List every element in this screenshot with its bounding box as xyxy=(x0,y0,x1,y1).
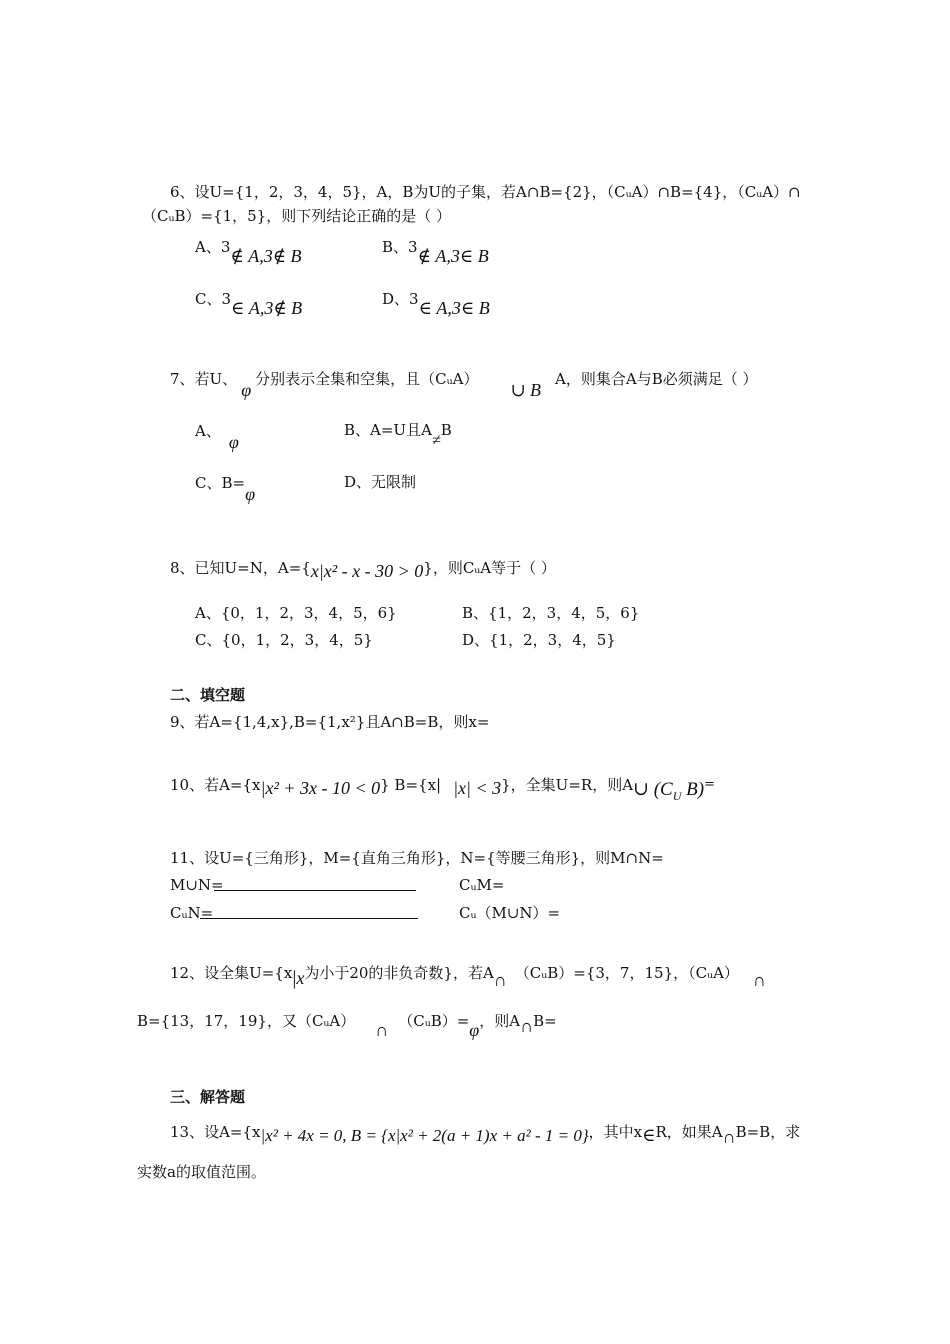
section-answer-heading: 三、解答题 xyxy=(170,1088,246,1106)
q11-cum: CᵤM= xyxy=(459,876,505,894)
q13-line2: 实数a的取值范围。 xyxy=(137,1163,266,1181)
q10-mid: } B={x| xyxy=(380,776,442,794)
q8-option-d: D、{1，2，3，4，5} xyxy=(462,631,616,649)
q11-mun: M∪N= xyxy=(170,876,224,894)
q13-prefix: 13、设A={x xyxy=(170,1123,261,1141)
q11-cun-blank xyxy=(200,918,418,919)
q12-line2b: （CᵤB）= xyxy=(398,1012,470,1030)
q6-option-b-math: ∉ A,3∈ B xyxy=(417,246,489,266)
q12-phi: φ xyxy=(469,1020,480,1040)
q8-option-b: B、{1，2，3，4，5，6} xyxy=(462,604,640,622)
q10-sub: U xyxy=(672,789,682,803)
q13-mid: ，其中x xyxy=(588,1123,643,1141)
q10-math3: ∪ (C xyxy=(633,779,673,800)
q6-option-a-label: A、3 xyxy=(195,238,231,256)
q12-cap3: ∩ xyxy=(375,1020,389,1040)
q8-option-c: C、{0，1，2，3，4，5} xyxy=(195,631,373,649)
q7-option-a-math: φ xyxy=(228,432,239,452)
q8-stem xyxy=(170,557,556,581)
q6-option-a-math: ∉ A,3∉ B xyxy=(230,246,302,266)
q11-line1: 11、设U={三角形}，M={直角三角形}，N={等腰三角形}，则M∩N= xyxy=(170,849,664,867)
q6-option-b xyxy=(382,236,489,266)
q8-option-a: A、{0，1，2，3，4，5，6} xyxy=(195,604,397,622)
q10-math2: |x| < 3 xyxy=(453,778,502,798)
q7-option-d: D、无限制 xyxy=(344,473,417,491)
q6-line2: （CᵤB）={1，5}，则下列结论正确的是（ ） xyxy=(142,207,451,225)
q7-suffix: A，则集合A与B必须满足（ ） xyxy=(555,370,758,388)
q6-option-d-math: ∈ A,3∈ B xyxy=(418,298,490,318)
q6-option-a xyxy=(195,236,302,266)
q7-option-a-label: A、 xyxy=(195,422,221,440)
q12-line1 xyxy=(170,962,766,990)
q13-tail: B=B，求 xyxy=(735,1123,801,1141)
q6-option-b-label: B、3 xyxy=(382,238,418,256)
q8-prefix: 8、已知U=N，A={ xyxy=(170,559,311,577)
q9-stem: 9、若A={1,4,x},B={1,x²}且A∩B=B，则x= xyxy=(170,713,490,731)
q7-option-b-tail: B xyxy=(440,421,452,439)
q12-cap2: ∩ xyxy=(752,970,766,990)
q13-line1 xyxy=(170,1121,801,1147)
q7-phi: φ xyxy=(241,380,252,400)
q10-stem xyxy=(170,774,715,803)
q11-cun: CᵤN= xyxy=(170,904,214,922)
q7-option-c-label: C、B= xyxy=(195,474,246,492)
q7-option-b xyxy=(344,420,452,449)
q10-suffix: }，全集U=R，则A xyxy=(501,776,634,794)
section-fill-in-heading: 二、填空题 xyxy=(170,686,246,704)
q13-math: |x² + 4x = 0, B = {x|x² + 2(a + 1)x + a² - 1 = 0} xyxy=(260,1126,589,1145)
q6-option-c-math: ∈ A,3∉ B xyxy=(231,298,303,318)
q7-option-c-math: φ xyxy=(245,484,256,504)
q12-line1a: 12、设全集U={x xyxy=(170,964,293,982)
q11-mun-blank xyxy=(214,890,416,891)
q12-x: x xyxy=(296,968,305,988)
q12-line2 xyxy=(137,1010,557,1040)
q6-option-c-label: C、3 xyxy=(195,290,232,308)
q8-suffix: }，则CᵤA等于（ ） xyxy=(423,559,556,577)
q13-cap: ∩ xyxy=(722,1127,736,1147)
q12-line2c: ，则A xyxy=(479,1012,521,1030)
q7-option-c xyxy=(195,472,256,504)
q6-option-d-label: D、3 xyxy=(382,290,419,308)
q12-bar: | xyxy=(292,967,297,989)
q7-prefix: 7、若U、 xyxy=(170,370,238,388)
q11-cumn: Cᵤ（M∪N）= xyxy=(459,904,561,922)
q6-line1: 6、设U={1，2，3，4，5}，A，B为U的子集，若A∩B={2}，（CᵤA）∩B={4}，（CᵤA）∩ xyxy=(170,183,801,201)
q12-cap1: ∩ xyxy=(493,970,507,990)
q6-option-c xyxy=(195,288,303,318)
q7-option-b-label: B、A=U且A xyxy=(344,421,432,439)
q10-math4: B) xyxy=(681,779,705,800)
q7-stem xyxy=(170,368,758,400)
q10-math1: |x² + 3x - 10 < 0 xyxy=(260,778,381,798)
q12-line2a: B={13，17，19}，又（CᵤA） xyxy=(137,1012,356,1030)
q13-suffix: R，如果A xyxy=(655,1123,723,1141)
q7-union-b: ∪ B xyxy=(510,380,542,400)
q7-neq: ≠ xyxy=(431,432,441,449)
q10-equals: = xyxy=(704,777,715,792)
q12-line2d: B= xyxy=(533,1012,557,1030)
q6-option-d xyxy=(382,288,490,318)
q8-math: x|x² - x - 30 > 0 xyxy=(310,561,424,581)
q13-in: ∈ xyxy=(642,1125,656,1145)
q7-option-a xyxy=(195,420,239,452)
q12-line1b: 为小于20的非负奇数}，若A xyxy=(304,964,494,982)
q7-middle: 分别表示全集和空集，且（CᵤA） xyxy=(255,370,479,388)
q12-cap4: ∩ xyxy=(520,1016,534,1036)
q10-prefix: 10、若A={x xyxy=(170,776,261,794)
q12-line1c: （CᵤB）={3，7，15}，（CᵤA） xyxy=(514,964,739,982)
